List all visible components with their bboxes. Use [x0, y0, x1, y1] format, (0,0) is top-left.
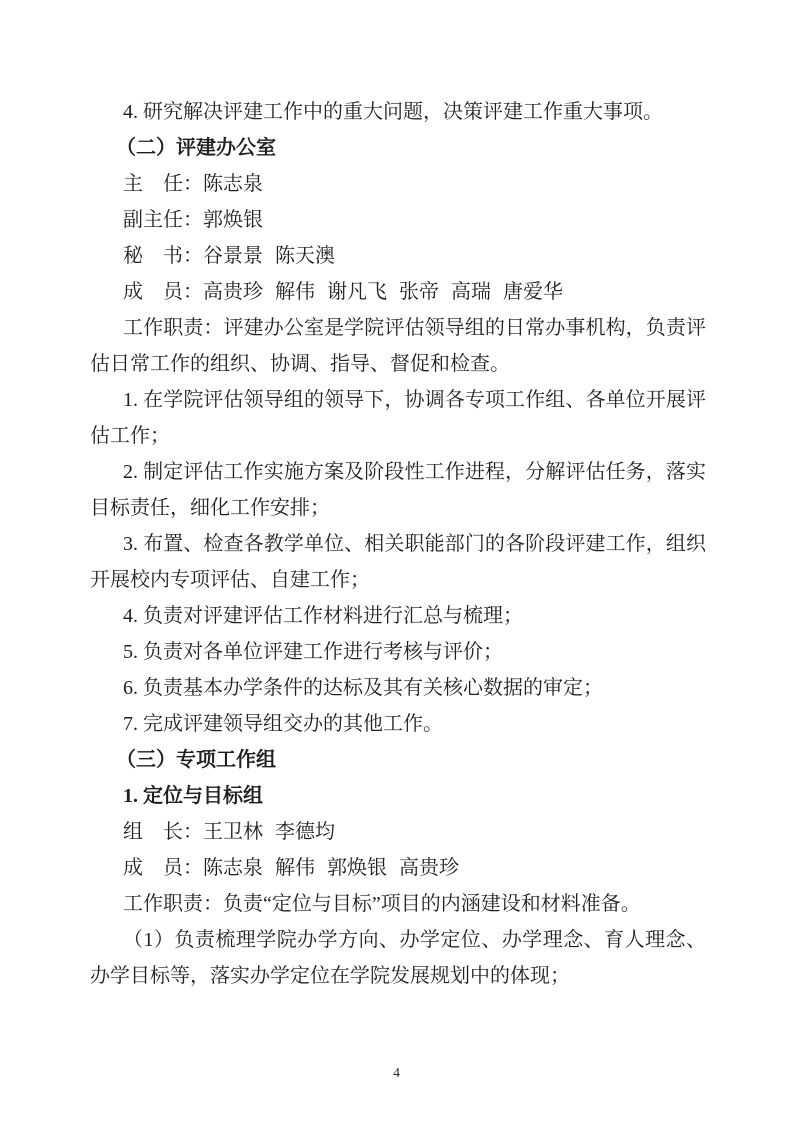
- paragraph: 5. 负责对各单位评建工作进行考核与评价；: [123, 641, 503, 663]
- role-value: 陈志泉: [203, 173, 263, 195]
- section-heading: （二）评建办公室: [116, 137, 276, 159]
- role-label: 成 员：: [123, 281, 203, 303]
- role-line: [90, 166, 706, 202]
- paragraph: 1. 在学院评估领导组的领导下，协调各专项工作组、各单位开展评估工作；: [90, 389, 706, 447]
- role-label: 组 长：: [123, 821, 203, 843]
- paragraph: 4. 负责对评建评估工作材料进行汇总与梳理；: [123, 605, 523, 627]
- role-value: 郭焕银: [203, 209, 263, 231]
- paragraph: （1）负责梳理学院办学方向、办学定位、办学理念、育人理念、办学目标等，落实办学定位在学院发展规划中的体现；: [90, 929, 706, 987]
- role-label: 成 员：: [123, 857, 203, 879]
- role-label: 主 任：: [123, 173, 203, 195]
- role-line: [90, 274, 706, 310]
- paragraph: 工作职责：评建办公室是学院评估领导组的日常办事机构，负责评估日常工作的组织、协调、指导、督促和检查。: [90, 317, 706, 375]
- role-label: 秘 书：: [123, 245, 203, 267]
- role-line: [90, 202, 706, 238]
- role-line: [90, 238, 706, 274]
- role-value: 谷景景 陈天澳: [203, 245, 335, 267]
- document-body: [90, 94, 706, 994]
- paragraph: 6. 负责基本办学条件的达标及其有关核心数据的审定；: [123, 677, 603, 699]
- paragraph: 4. 研究解决评建工作中的重大问题，决策评建工作重大事项。: [123, 101, 663, 123]
- role-line: [90, 814, 706, 850]
- page-number: 4: [393, 1066, 400, 1081]
- role-value: 高贵珍 解伟 谢凡飞 张帝 高瑞 唐爱华: [203, 281, 563, 303]
- role-label: 副主任：: [123, 209, 203, 231]
- role-value: 陈志泉 解伟 郭焕银 高贵珍: [203, 857, 459, 879]
- paragraph: 2. 制定评估工作实施方案及阶段性工作进程，分解评估任务，落实目标责任，细化工作安排；: [90, 461, 706, 519]
- paragraph: 工作职责：负责“定位与目标”项目的内涵建设和材料准备。: [123, 893, 641, 915]
- group-heading: 1. 定位与目标组: [123, 785, 263, 807]
- section-heading: （三）专项工作组: [116, 749, 276, 771]
- paragraph: 3. 布置、检查各教学单位、相关职能部门的各阶段评建工作，组织开展校内专项评估、自建工作；: [90, 533, 706, 591]
- role-value: 王卫林 李德均: [203, 821, 335, 843]
- role-line: [90, 850, 706, 886]
- paragraph: 7. 完成评建领导组交办的其他工作。: [123, 713, 443, 735]
